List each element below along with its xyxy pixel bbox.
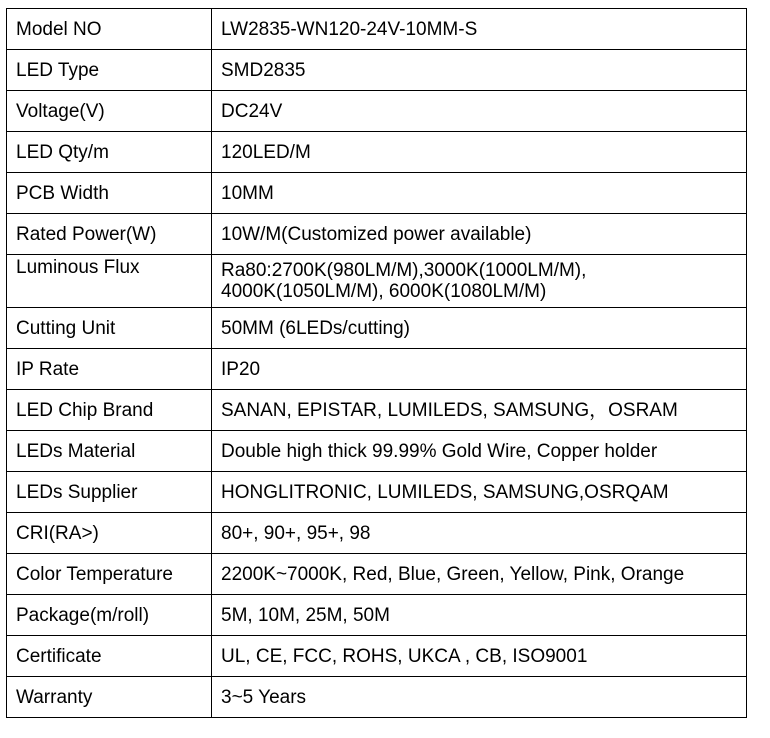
spec-label: Luminous Flux <box>7 255 212 308</box>
spec-value: 3~5 Years <box>212 677 747 718</box>
spec-value: HONGLITRONIC, LUMILEDS, SAMSUNG,OSRQAM <box>212 472 747 513</box>
table-row <box>7 132 747 173</box>
spec-table <box>6 8 747 718</box>
spec-label: LED Qty/m <box>7 132 212 173</box>
spec-value: DC24V <box>212 91 747 132</box>
spec-label: LEDs Supplier <box>7 472 212 513</box>
spec-label: CRI(RA>) <box>7 513 212 554</box>
table-row <box>7 308 747 349</box>
spec-value: SMD2835 <box>212 50 747 91</box>
spec-value: Double high thick 99.99% Gold Wire, Copper holder <box>212 431 747 472</box>
spec-label: Certificate <box>7 636 212 677</box>
spec-label: Warranty <box>7 677 212 718</box>
spec-label: PCB Width <box>7 173 212 214</box>
table-row <box>7 50 747 91</box>
spec-value: 2200K~7000K, Red, Blue, Green, Yellow, Pink, Orange <box>212 554 747 595</box>
table-row <box>7 636 747 677</box>
table-row <box>7 595 747 636</box>
spec-value-line: 4000K(1050LM/M), 6000K(1080LM/M) <box>221 281 547 302</box>
table-row <box>7 431 747 472</box>
spec-label: Color Temperature <box>7 554 212 595</box>
table-row <box>7 554 747 595</box>
spec-label: LED Type <box>7 50 212 91</box>
spec-value: 10MM <box>212 173 747 214</box>
table-row <box>7 9 747 50</box>
spec-value: 5M, 10M, 25M, 50M <box>212 595 747 636</box>
table-row <box>7 214 747 255</box>
table-row <box>7 472 747 513</box>
spec-value: LW2835-WN120-24V-10MM-S <box>212 9 747 50</box>
table-row <box>7 677 747 718</box>
spec-value: IP20 <box>212 349 747 390</box>
table-row <box>7 349 747 390</box>
table-row <box>7 513 747 554</box>
table-row <box>7 91 747 132</box>
spec-value: SANAN, EPISTAR, LUMILEDS, SAMSUNG，OSRAM <box>212 390 747 431</box>
spec-value: 120LED/M <box>212 132 747 173</box>
table-row <box>7 173 747 214</box>
spec-label: Rated Power(W) <box>7 214 212 255</box>
spec-value: 50MM (6LEDs/cutting) <box>212 308 747 349</box>
spec-label: LED Chip Brand <box>7 390 212 431</box>
table-row <box>7 255 747 308</box>
table-row <box>7 390 747 431</box>
spec-value-line: Ra80:2700K(980LM/M),3000K(1000LM/M), <box>221 260 587 281</box>
spec-label: IP Rate <box>7 349 212 390</box>
spec-label: Package(m/roll) <box>7 595 212 636</box>
spec-label: Cutting Unit <box>7 308 212 349</box>
spec-label: Voltage(V) <box>7 91 212 132</box>
spec-value: UL, CE, FCC, ROHS, UKCA , CB, ISO9001 <box>212 636 747 677</box>
spec-label: Model NO <box>7 9 212 50</box>
spec-value: 80+, 90+, 95+, 98 <box>212 513 747 554</box>
spec-value <box>212 255 747 308</box>
spec-label: LEDs Material <box>7 431 212 472</box>
spec-value: 10W/M(Customized power available) <box>212 214 747 255</box>
